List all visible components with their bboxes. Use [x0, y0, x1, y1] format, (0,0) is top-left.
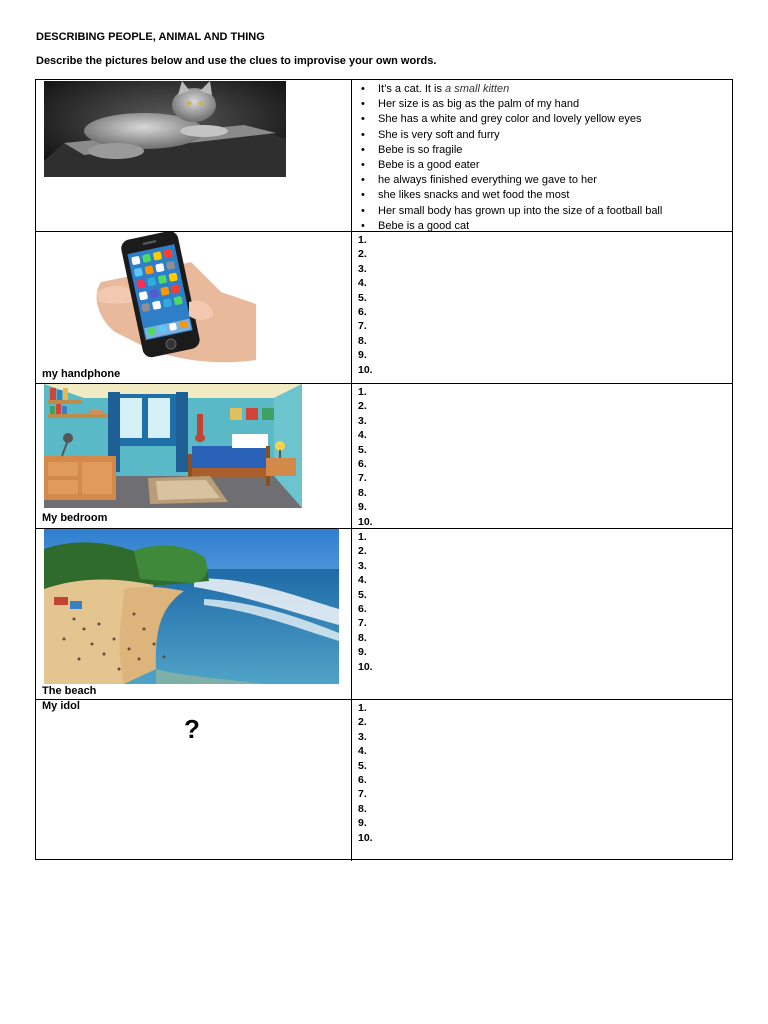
- line-number: 3.: [358, 559, 367, 572]
- beach-photo: [44, 529, 339, 684]
- handphone-number-list: [358, 233, 373, 377]
- cat-clue: • She is very soft and furry: [358, 128, 662, 143]
- line-number: 10.: [358, 660, 373, 673]
- cat-clue: • Bebe is so fragile: [358, 143, 662, 158]
- line-number: 1.: [358, 702, 367, 714]
- idol-question-mark: ?: [184, 714, 200, 744]
- table-row-cat: [36, 80, 732, 231]
- worksheet-title: DESCRIBING PEOPLE, ANIMAL AND THING: [36, 31, 265, 43]
- cat-clue: • Her small body has grown up into the size of a football ball: [358, 204, 662, 219]
- line-number: 6.: [358, 603, 367, 616]
- line-number: 2.: [358, 248, 367, 261]
- line-number: 10.: [358, 515, 373, 528]
- bedroom-number-list: [358, 385, 373, 529]
- line-number: 6.: [358, 306, 367, 319]
- cat-clue: • she likes snacks and wet food the most: [358, 188, 662, 203]
- handphone-photo: [91, 232, 256, 368]
- bedroom-caption: My bedroom: [42, 512, 108, 524]
- table-row-beach: [36, 528, 732, 699]
- line-number: 4.: [358, 745, 367, 758]
- worksheet-instruction: Describe the pictures below and use the clues to improvise your own words.: [36, 55, 437, 67]
- line-number: 6.: [358, 774, 367, 787]
- cat-clue: • She has a white and grey color and lovely yellow eyes: [358, 112, 662, 127]
- line-number: 4.: [358, 429, 367, 442]
- line-number: 7.: [358, 617, 367, 630]
- line-number: 8.: [358, 802, 367, 815]
- line-number: 5.: [358, 443, 367, 456]
- line-number: 7.: [358, 788, 367, 801]
- cat-clue: • Her size is as big as the palm of my hand: [358, 97, 662, 112]
- cat-intro-text: It’s a cat. It is: [378, 83, 446, 95]
- line-number: 5.: [358, 759, 367, 772]
- beach-caption: The beach: [42, 685, 97, 697]
- line-number: 10.: [358, 831, 373, 844]
- line-number: 7.: [358, 472, 367, 485]
- line-number: 3.: [358, 262, 367, 275]
- line-number: 5.: [358, 291, 367, 304]
- line-number: 6.: [358, 458, 367, 471]
- cat-intro-italic: a small kitten: [445, 83, 510, 95]
- line-number: 9.: [358, 349, 367, 362]
- cat-clue-list: [358, 82, 662, 234]
- cat-clue-intro: [358, 82, 662, 97]
- line-number: 9.: [358, 501, 367, 514]
- line-number: 8.: [358, 334, 367, 347]
- beach-number-list: [358, 530, 373, 674]
- line-number: 7.: [358, 320, 367, 333]
- line-number: 9.: [358, 817, 367, 830]
- bedroom-illustration: [44, 384, 302, 508]
- idol-caption: My idol: [42, 700, 80, 712]
- line-number: 3.: [358, 730, 367, 743]
- line-number: 1.: [358, 234, 367, 246]
- idol-number-list: [358, 701, 373, 845]
- line-number: 3.: [358, 414, 367, 427]
- line-number: 1.: [358, 531, 367, 543]
- line-number: 4.: [358, 277, 367, 290]
- line-number: 2.: [358, 716, 367, 729]
- line-number: 2.: [358, 545, 367, 558]
- line-number: 2.: [358, 400, 367, 413]
- line-number: 1.: [358, 386, 367, 398]
- line-number: 4.: [358, 574, 367, 587]
- cat-photo: [44, 81, 286, 177]
- line-number: 8.: [358, 486, 367, 499]
- line-number: 9.: [358, 646, 367, 659]
- cat-clue: • he always finished everything we gave to her: [358, 173, 662, 188]
- line-number: 5.: [358, 588, 367, 601]
- table-row-idol: [36, 699, 732, 861]
- table-row-bedroom: [36, 383, 732, 528]
- worksheet-table: [35, 79, 733, 860]
- cat-clue: • Bebe is a good cat: [358, 219, 662, 234]
- line-number: 8.: [358, 631, 367, 644]
- line-number: 10.: [358, 363, 373, 376]
- cat-clue: • Bebe is a good eater: [358, 158, 662, 173]
- table-row-handphone: [36, 231, 732, 383]
- handphone-caption: my handphone: [42, 368, 121, 380]
